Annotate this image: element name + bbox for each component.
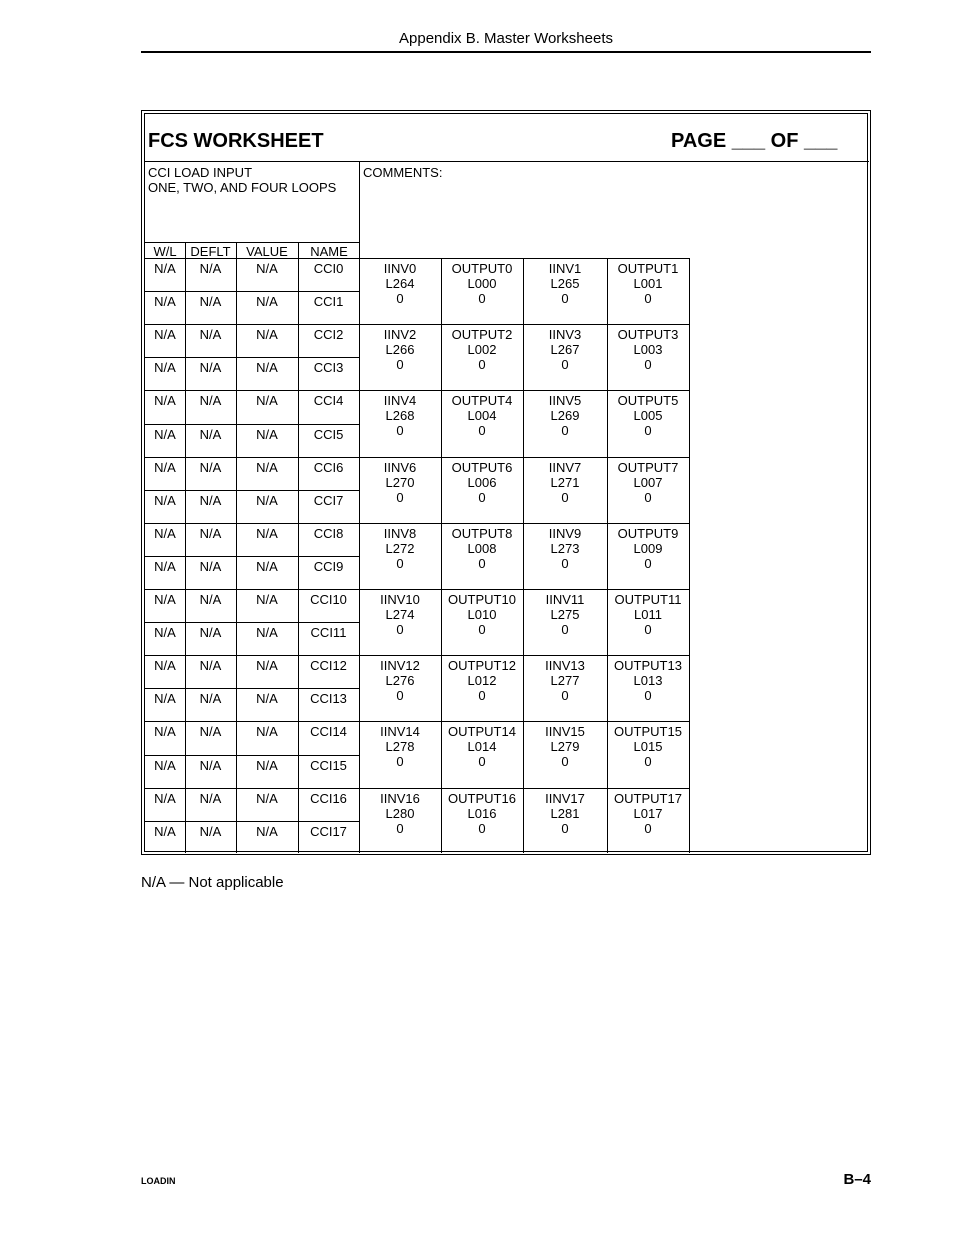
row-rule [145, 821, 359, 822]
na-cell: N/A [199, 492, 222, 508]
na-cell: N/A [256, 558, 278, 574]
parameter-address: L013 [633, 673, 663, 689]
parameter-name: IINV7 [548, 459, 582, 475]
row-rule [145, 490, 359, 491]
parameter-block [607, 460, 689, 505]
parameter-block [441, 261, 523, 306]
parameter-block [359, 393, 441, 438]
row-rule [145, 688, 359, 689]
row-rule [145, 589, 359, 590]
parameter-name: OUTPUT16 [448, 790, 516, 806]
worksheet-frame [141, 110, 871, 855]
comments-label: COMMENTS: [363, 165, 443, 180]
cci-name-cell: CCI0 [313, 261, 344, 276]
title-divider [145, 161, 869, 162]
column-header-rule [145, 242, 359, 243]
parameter-name: OUTPUT13 [614, 658, 682, 674]
column-header-wl: W/L [153, 244, 177, 259]
row-rule [145, 788, 359, 789]
na-cell: N/A [154, 327, 176, 343]
parameter-default: 0 [561, 754, 569, 770]
parameter-block [523, 261, 607, 306]
parameter-block [441, 526, 523, 571]
parameter-block [523, 724, 607, 769]
na-cell: N/A [256, 592, 278, 607]
worksheet-title: FCS WORKSHEET [148, 130, 324, 152]
cci-name-cell: CCI6 [313, 459, 344, 475]
parameter-address: L275 [550, 607, 580, 622]
parameter-default: 0 [644, 291, 652, 306]
parameter-name: IINV14 [380, 724, 420, 740]
cci-name-cell: CCI14 [310, 724, 347, 740]
parameter-address: L015 [633, 739, 663, 755]
parameter-address: L281 [550, 805, 580, 821]
row-rule [145, 357, 359, 358]
parameter-default: 0 [478, 423, 486, 439]
cci-name-cell: CCI12 [310, 658, 347, 674]
block-rule [359, 324, 689, 325]
parameter-name: OUTPUT4 [451, 393, 513, 409]
parameter-default: 0 [561, 489, 569, 505]
parameter-name: IINV4 [383, 393, 417, 409]
parameter-default: 0 [561, 622, 569, 637]
row-rule [145, 655, 359, 656]
na-cell: N/A [154, 757, 176, 773]
parameter-address: L017 [633, 805, 663, 821]
parameter-block [523, 460, 607, 505]
worksheet-inner-border [144, 113, 868, 852]
page-number: B–4 [843, 1171, 871, 1188]
parameter-address: L265 [550, 276, 580, 291]
parameter-address: L004 [467, 408, 497, 424]
parameter-block [523, 592, 607, 637]
parameter-address: L272 [385, 540, 415, 556]
parameter-block [523, 658, 607, 703]
parameter-name: IINV15 [545, 724, 585, 740]
row-rule [145, 291, 359, 292]
na-cell: N/A [154, 724, 176, 740]
parameter-name: OUTPUT11 [614, 592, 682, 607]
parameter-block [523, 526, 607, 571]
na-cell: N/A [256, 658, 278, 674]
block-rule [359, 457, 689, 458]
parameter-default: 0 [396, 754, 404, 770]
parameter-block [359, 592, 441, 637]
parameter-address: L014 [467, 739, 497, 755]
na-cell: N/A [199, 294, 222, 310]
parameter-default: 0 [396, 357, 404, 373]
na-cell: N/A [256, 327, 278, 343]
parameter-default: 0 [396, 489, 404, 505]
parameter-default: 0 [478, 357, 486, 373]
parameter-name: IINV6 [383, 459, 417, 475]
parameter-name: IINV16 [380, 790, 420, 806]
parameter-default: 0 [396, 555, 404, 571]
parameter-name: OUTPUT12 [448, 658, 516, 674]
parameter-default: 0 [478, 820, 486, 836]
parameter-name: OUTPUT2 [451, 327, 513, 343]
parameter-block [359, 658, 441, 703]
cci-name-cell: CCI10 [310, 592, 347, 607]
parameter-address: L002 [467, 342, 497, 358]
parameter-block [359, 460, 441, 505]
parameter-block [359, 526, 441, 571]
na-cell: N/A [256, 790, 278, 806]
parameter-default: 0 [561, 820, 569, 836]
parameter-default: 0 [644, 622, 652, 637]
block-rule [359, 721, 689, 722]
cci-name-cell: CCI7 [313, 492, 344, 508]
parameter-address: L271 [550, 474, 580, 490]
parameter-block [523, 393, 607, 438]
block-rule [359, 788, 689, 789]
cci-name-cell: CCI16 [310, 790, 347, 806]
na-cell: N/A [199, 393, 222, 409]
parameter-address: L008 [467, 540, 497, 556]
parameter-name: IINV10 [380, 592, 420, 607]
parameter-default: 0 [396, 291, 404, 306]
na-cell: N/A [199, 327, 222, 343]
block-rule [359, 589, 689, 590]
parameter-default: 0 [478, 688, 486, 704]
parameter-address: L277 [550, 673, 580, 689]
parameter-address: L278 [385, 739, 415, 755]
block-right-border [689, 258, 690, 853]
cci-name-cell: CCI9 [313, 558, 344, 574]
parameter-address: L268 [385, 408, 415, 424]
parameter-address: L279 [550, 739, 580, 755]
parameter-address: L006 [467, 474, 497, 490]
header-rule [141, 51, 871, 53]
parameter-block [359, 261, 441, 306]
parameter-name: IINV13 [545, 658, 585, 674]
cci-name-cell: CCI15 [310, 757, 347, 773]
parameter-name: IINV3 [548, 327, 582, 343]
cci-name-cell: CCI1 [313, 294, 344, 310]
na-cell: N/A [256, 525, 278, 541]
footnote: N/A — Not applicable [141, 874, 284, 891]
na-cell: N/A [256, 426, 278, 442]
block-rule [359, 655, 689, 656]
parameter-name: IINV2 [383, 327, 417, 343]
parameter-block [441, 658, 523, 703]
parameter-name: OUTPUT14 [448, 724, 516, 740]
na-cell: N/A [154, 625, 176, 641]
parameter-address: L007 [633, 474, 663, 490]
na-cell: N/A [199, 658, 222, 674]
cci-name-cell: CCI3 [313, 360, 344, 376]
na-cell: N/A [256, 393, 278, 409]
row-rule [145, 424, 359, 425]
footer-left-label: LOADIN [141, 1176, 176, 1186]
parameter-block [441, 724, 523, 769]
parameter-default: 0 [644, 489, 652, 505]
parameter-address: L005 [633, 408, 663, 424]
parameter-block [523, 327, 607, 372]
parameter-block [607, 658, 689, 703]
parameter-default: 0 [478, 622, 486, 637]
na-cell: N/A [154, 558, 176, 574]
parameter-name: IINV11 [545, 592, 585, 607]
row-rule [145, 622, 359, 623]
na-cell: N/A [199, 625, 222, 641]
row-rule [145, 556, 359, 557]
na-cell: N/A [199, 360, 222, 376]
column-header-name: NAME [310, 244, 348, 259]
parameter-name: OUTPUT6 [451, 459, 513, 475]
parameter-name: IINV9 [548, 525, 582, 541]
row-rule [145, 457, 359, 458]
parameter-name: OUTPUT5 [617, 393, 679, 409]
na-cell: N/A [199, 525, 222, 541]
parameter-block [441, 327, 523, 372]
na-cell: N/A [154, 426, 176, 442]
parameter-address: L001 [633, 276, 663, 291]
parameter-block [607, 724, 689, 769]
parameter-address: L264 [385, 276, 415, 291]
na-cell: N/A [199, 724, 222, 740]
na-cell: N/A [256, 757, 278, 773]
parameter-address: L003 [633, 342, 663, 358]
parameter-default: 0 [561, 688, 569, 704]
parameter-name: OUTPUT1 [617, 261, 679, 276]
na-cell: N/A [199, 426, 222, 442]
parameter-block [359, 791, 441, 836]
parameter-block [441, 592, 523, 637]
parameter-block [607, 261, 689, 306]
row-rule [145, 755, 359, 756]
parameter-address: L012 [467, 673, 497, 689]
parameter-name: OUTPUT7 [617, 459, 679, 475]
na-cell: N/A [199, 691, 222, 707]
parameter-default: 0 [644, 357, 652, 373]
na-cell: N/A [199, 823, 222, 839]
na-cell: N/A [154, 393, 176, 409]
parameter-block [607, 791, 689, 836]
parameter-address: L274 [385, 607, 415, 622]
section-label [148, 165, 336, 195]
parameter-default: 0 [478, 489, 486, 505]
cci-name-cell: CCI8 [313, 525, 344, 541]
na-cell: N/A [199, 459, 222, 475]
parameter-default: 0 [644, 688, 652, 704]
parameter-default: 0 [561, 357, 569, 373]
parameter-default: 0 [478, 291, 486, 306]
parameter-default: 0 [396, 688, 404, 704]
section-label-line2: ONE, TWO, AND FOUR LOOPS [148, 180, 337, 195]
na-cell: N/A [154, 360, 176, 376]
cci-name-cell: CCI11 [310, 625, 347, 641]
parameter-address: L273 [550, 540, 580, 556]
section-label-line1: CCI LOAD INPUT [148, 165, 253, 180]
parameter-name: IINV5 [548, 393, 582, 409]
parameter-default: 0 [396, 622, 404, 637]
parameter-address: L276 [385, 673, 415, 689]
parameter-default: 0 [644, 423, 652, 439]
parameter-default: 0 [561, 555, 569, 571]
cci-name-cell: CCI4 [313, 393, 344, 409]
parameter-block [607, 592, 689, 637]
parameter-address: L010 [467, 607, 497, 622]
na-cell: N/A [256, 823, 278, 839]
parameter-name: OUTPUT0 [451, 261, 513, 276]
cci-name-cell: CCI2 [313, 327, 344, 343]
na-cell: N/A [154, 459, 176, 475]
na-cell: N/A [256, 459, 278, 475]
na-cell: N/A [199, 757, 222, 773]
parameter-address: L266 [385, 342, 415, 358]
parameter-address: L267 [550, 342, 580, 358]
parameter-default: 0 [561, 291, 569, 306]
parameter-name: OUTPUT8 [451, 525, 513, 541]
parameter-name: IINV12 [380, 658, 420, 674]
parameter-block [359, 724, 441, 769]
na-cell: N/A [256, 724, 278, 740]
parameter-default: 0 [396, 820, 404, 836]
parameter-default: 0 [644, 754, 652, 770]
column-header-deflt: DEFLT [190, 244, 231, 259]
parameter-name: OUTPUT10 [448, 592, 516, 607]
parameter-block [607, 526, 689, 571]
parameter-name: IINV0 [383, 261, 417, 276]
parameter-block [441, 393, 523, 438]
block-rule [359, 523, 689, 524]
page-header: Appendix B. Master Worksheets [399, 30, 613, 47]
parameter-address: L270 [385, 474, 415, 490]
cci-name-cell: CCI5 [313, 426, 344, 442]
parameter-address: L280 [385, 805, 415, 821]
parameter-block [441, 460, 523, 505]
na-cell: N/A [199, 592, 222, 607]
na-cell: N/A [154, 691, 176, 707]
row-rule [145, 324, 359, 325]
column-header-value: VALUE [246, 244, 288, 259]
na-cell: N/A [154, 261, 176, 276]
page-of-label: PAGE ___ OF ___ [671, 130, 838, 152]
na-cell: N/A [154, 823, 176, 839]
cci-name-cell: CCI17 [310, 823, 347, 839]
parameter-block [359, 327, 441, 372]
na-cell: N/A [256, 261, 278, 276]
block-bottom-rule [359, 854, 689, 855]
row-rule [145, 721, 359, 722]
parameter-name: IINV8 [383, 525, 417, 541]
na-cell: N/A [199, 261, 222, 276]
cci-name-cell: CCI13 [310, 691, 347, 707]
na-cell: N/A [199, 790, 222, 806]
parameter-name: OUTPUT15 [614, 724, 682, 740]
parameter-block [441, 791, 523, 836]
block-rule [359, 390, 689, 391]
parameter-name: IINV17 [545, 790, 585, 806]
parameter-block [607, 327, 689, 372]
parameter-block [607, 393, 689, 438]
na-cell: N/A [154, 294, 176, 310]
parameter-name: OUTPUT17 [614, 790, 682, 806]
na-cell: N/A [256, 492, 278, 508]
parameter-address: L016 [467, 805, 497, 821]
parameter-default: 0 [561, 423, 569, 439]
na-cell: N/A [256, 294, 278, 310]
na-cell: N/A [256, 691, 278, 707]
parameter-name: OUTPUT9 [617, 525, 679, 541]
row-rule [145, 523, 359, 524]
parameter-default: 0 [478, 555, 486, 571]
parameter-address: L011 [634, 607, 662, 622]
na-cell: N/A [154, 525, 176, 541]
parameter-default: 0 [644, 820, 652, 836]
na-cell: N/A [256, 625, 278, 641]
na-cell: N/A [154, 658, 176, 674]
na-cell: N/A [154, 592, 176, 607]
parameter-default: 0 [478, 754, 486, 770]
parameter-name: OUTPUT3 [617, 327, 679, 343]
parameter-address: L009 [633, 540, 663, 556]
parameter-default: 0 [644, 555, 652, 571]
parameter-address: L000 [467, 276, 497, 291]
na-cell: N/A [256, 360, 278, 376]
na-cell: N/A [154, 790, 176, 806]
na-cell: N/A [199, 558, 222, 574]
parameter-address: L269 [550, 408, 580, 424]
na-cell: N/A [154, 492, 176, 508]
row-rule [145, 390, 359, 391]
parameter-name: IINV1 [548, 261, 582, 276]
parameter-default: 0 [396, 423, 404, 439]
parameter-block [523, 791, 607, 836]
